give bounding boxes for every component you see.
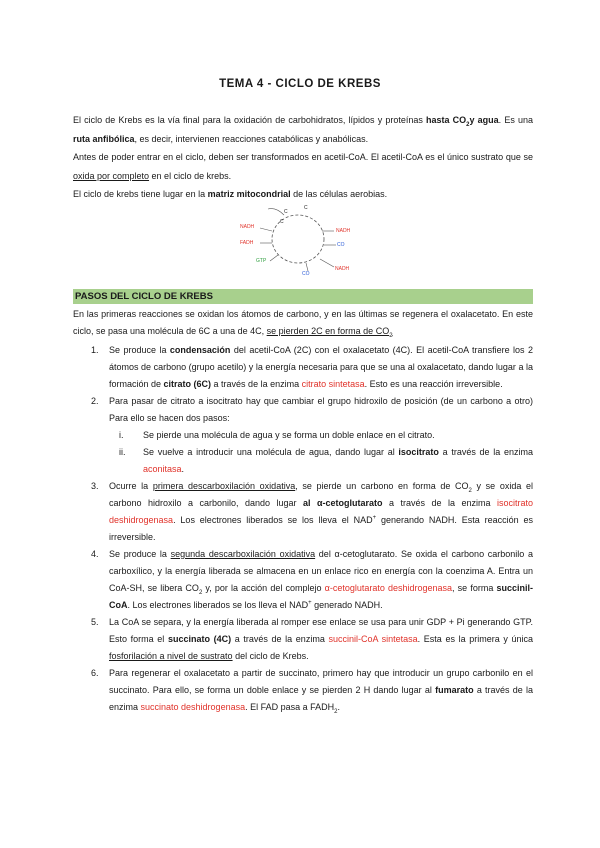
substep-text: Se pierde una molécula de agua y se forma un doble enlace en el citrato.: [143, 430, 435, 440]
intro-text: Antes de poder entrar en el ciclo, deben ser transformados en acetil-CoA. El acetil-CoA es el único sustrato que se: [73, 152, 533, 162]
step-text: . El FAD pasa a FADH: [245, 702, 335, 712]
para-sub: 2: [389, 332, 393, 339]
substep-text: .: [181, 464, 185, 474]
step-text: del acetil-CoA (2C) con el oxalacetato (4C). El acetil-CoA transfiere los 2 átomos de carbono (grupo acetilo) y la energía necesaria para que se una al oxalacetato, dando lugar a la formación de: [109, 345, 533, 389]
substep-bold: isocitrato: [398, 447, 439, 457]
substeps-list: [109, 427, 533, 478]
step-item-3: [73, 478, 533, 546]
substep-text: Se vuelve a introducir una molécula de agua, dando lugar al: [143, 447, 399, 457]
step-text: . Los electrones liberados se los lleva el NAD: [173, 515, 373, 525]
step-text: y, por la acción del complejo: [202, 583, 325, 593]
step-text: Ocurre la: [109, 481, 153, 491]
step-underline: fosforilación a nivel de sustrato: [109, 651, 233, 661]
step-text: generado NADH.: [311, 600, 383, 610]
diagram-label-fadh: FADH: [240, 240, 254, 246]
step-text: a través de la enzima: [109, 685, 533, 712]
step-text: del α-cetoglutarato. Se oxida el carbono carbonilo a carboxílico, y la energía liberada se almacena en un enlace rico en energía con la coenzima A. Entra un CoA-SH, se libera CO: [109, 549, 533, 593]
step-text: generando NADH. Esta reacción es irreversible.: [109, 515, 533, 542]
step-text: y se oxida el carbono hidroxilo a carbonilo, dando lugar: [109, 481, 533, 508]
step-sub: 2: [468, 487, 472, 494]
intro-bold: matriz mitocondrial: [207, 189, 291, 199]
substep-number: i.: [119, 430, 124, 440]
step-text: Se produce la: [109, 345, 170, 355]
substep-text: a través de la enzima: [438, 447, 533, 457]
step-text: .: [337, 702, 340, 712]
diagram-label-nadh-right-1: NADH: [336, 228, 351, 234]
step-underline: segunda descarboxilación oxidativa: [170, 549, 316, 559]
step-underline: primera descarboxilación oxidativa: [152, 481, 296, 491]
steps-list: [73, 342, 533, 716]
intro-paragraph-1: [73, 111, 533, 148]
step-text: La CoA se separa, y la energía liberada al romper ese enlace se usa para unir GDP + Pi generando GTP. Esto forma el: [109, 617, 533, 644]
substep-item-ii: [109, 444, 533, 478]
step-text: , se pierde un carbono en forma de CO: [295, 481, 469, 491]
step-text: a través de la enzima: [382, 498, 497, 508]
arrow-top: [268, 209, 284, 215]
step-item-6: [73, 665, 533, 716]
krebs-cycle-diagram: [236, 201, 356, 277]
intro-bold: y agua: [469, 115, 499, 125]
diagram-label-gtp: GTP: [256, 258, 267, 264]
arrow-left-3: [270, 255, 278, 261]
enzyme-name: isocitrato deshidrogenasa: [109, 498, 533, 525]
diagram-label-co2-bottom: CO: [302, 271, 310, 277]
intro-text: en el ciclo de krebs.: [149, 170, 232, 181]
diagram-label-c4b: C: [280, 219, 284, 225]
step-number: 3.: [91, 481, 99, 491]
diagram-label-co2-right: CO: [337, 242, 345, 248]
step-item-5: [73, 614, 533, 665]
step-bold: condensación: [169, 345, 231, 355]
step-text: del ciclo de Krebs.: [232, 651, 309, 661]
step-number: 1.: [91, 345, 99, 355]
substep-number: ii.: [119, 447, 126, 457]
section-heading: PASOS DEL CICLO DE KREBS: [73, 289, 533, 304]
diagram-label-nadh-right-2: NADH: [335, 266, 350, 272]
step-number: 4.: [91, 549, 99, 559]
step-text: . Esto es una reacción irreversible.: [364, 379, 503, 389]
step-text: a través de la enzima: [231, 634, 329, 644]
arrow-right-3: [320, 259, 334, 267]
intro-bold: hasta CO: [426, 115, 467, 125]
intro-text: El ciclo de krebs tiene lugar en la: [73, 189, 208, 199]
step-bold: succinato (4C): [167, 634, 232, 644]
step-number: 5.: [91, 617, 99, 627]
intro-text: de las células aerobias.: [290, 189, 388, 199]
intro-text: . Es una: [498, 115, 533, 125]
diagram-label-c4a: C: [284, 209, 288, 215]
arrow-left-1: [260, 228, 272, 231]
step-bold: fumarato: [435, 685, 474, 695]
step-number: 6.: [91, 668, 99, 678]
step-text: a través de la enzima: [211, 379, 302, 389]
enzyme-name: α-cetoglutarato deshidrogenasa: [324, 583, 453, 593]
step-bold: citrato (6C): [163, 379, 212, 389]
step-text: , se forma: [452, 583, 497, 593]
step-text: . Esta es la primera y única: [417, 634, 534, 644]
step-text: Para pasar de citrato a isocitrato hay que cambiar el grupo hidroxilo de posición (de un carbono a otro) Para ello se hacen dos pasos:: [109, 396, 533, 423]
step-bold: succinil-CoA: [109, 583, 533, 610]
diagram-label-nadh-left: NADH: [240, 224, 255, 230]
page-title: TEMA 4 - CICLO DE KREBS: [219, 78, 381, 90]
intro-bold: ruta anfibólica: [73, 133, 135, 144]
step-sup: +: [308, 600, 312, 606]
step-text: . Los electrones liberados se los lleva el NAD: [127, 600, 309, 610]
intro-sub: 2: [466, 121, 470, 128]
step-sub: 2: [334, 708, 338, 715]
step-text: Para regenerar el oxalacetato a partir de succinato, primero hay que introducir un grupo carbonilo en el succinato. Para ello, se forma un doble enlace y se pierden 2 H dando lugar al: [109, 668, 533, 695]
intro-paragraph-2: [73, 148, 533, 185]
step-sup: +: [372, 515, 377, 521]
step-number: 2.: [91, 396, 99, 406]
step-bold: al α-cetoglutarato: [303, 498, 383, 508]
diagram-label-c6: C: [304, 205, 308, 211]
intro-underline: oxida por completo: [73, 170, 150, 181]
step-item-2: [73, 393, 533, 478]
step-sub: 2: [198, 589, 203, 596]
intro-text: El ciclo de Krebs es la vía final para la oxidación de carbohidratos, lípidos y proteínas: [73, 115, 427, 125]
intro-section: [73, 111, 533, 204]
substep-item-i: [109, 427, 533, 444]
enzyme-name: succinil-CoA sintetasa: [328, 634, 418, 644]
intro-text: , es decir, intervienen reacciones catabólicas y anabólicas.: [134, 133, 369, 144]
para-underline: se pierden 2C en forma de CO: [266, 326, 390, 336]
step-item-4: [73, 546, 533, 614]
arrow-bottom: [306, 263, 308, 271]
enzyme-name: citrato sintetasa: [301, 379, 365, 389]
step-text: Se produce la: [109, 549, 171, 559]
section-paragraph: [73, 306, 533, 340]
enzyme-name: aconitasa: [143, 464, 182, 474]
step-item-1: [73, 342, 533, 393]
enzyme-name: succinato deshidrogenasa: [140, 702, 246, 712]
para-text: En las primeras reacciones se oxidan los átomos de carbono, y en las últimas se regenera el oxalacetato. En este ciclo, se pasa una molécula de 6C a una de 4C,: [73, 309, 533, 336]
